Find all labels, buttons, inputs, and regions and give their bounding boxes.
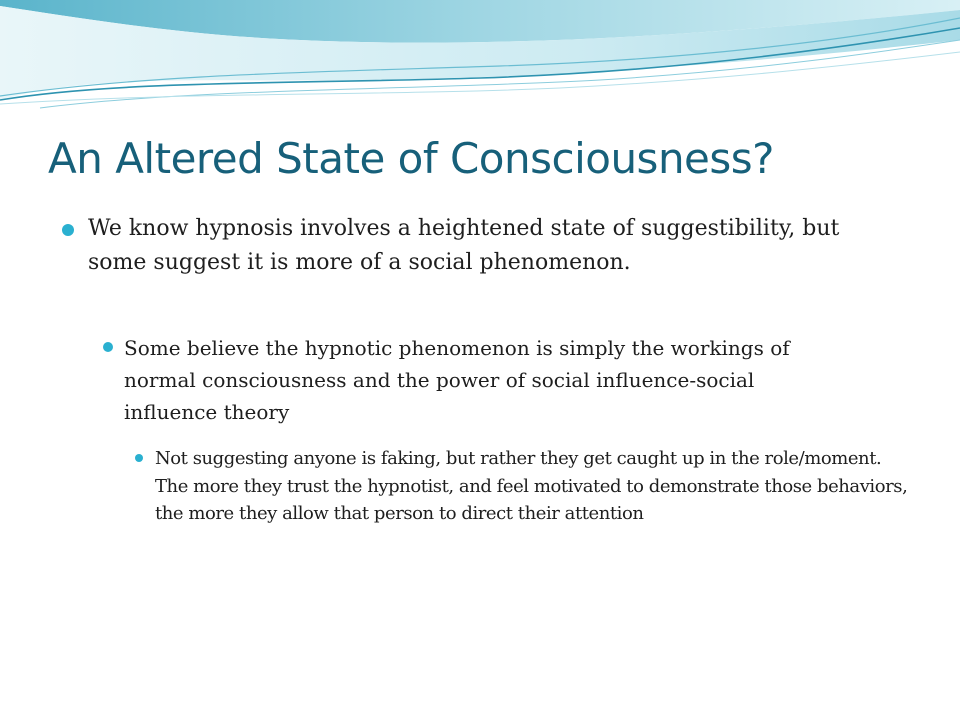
bullet-icon	[103, 342, 113, 352]
bullet-text: Not suggesting anyone is faking, but rather they get caught up in the role/moment. The more they trust the hypnotist, and feel motivated to demonstrate those behaviors, the more they allow that person to direct their attention	[155, 448, 908, 524]
bullet-icon	[62, 224, 74, 236]
slide-title: An Altered State of Consciousness?	[48, 134, 774, 183]
bullet-text: We know hypnosis involves a heightened state of suggestibility, but some suggest it is more of a social phenomenon.	[88, 216, 840, 275]
bullet-text: Some believe the hypnotic phenomenon is simply the workings of normal consciousness and the power of social influence-social influence theory	[124, 336, 790, 424]
bullet-icon	[135, 454, 143, 462]
